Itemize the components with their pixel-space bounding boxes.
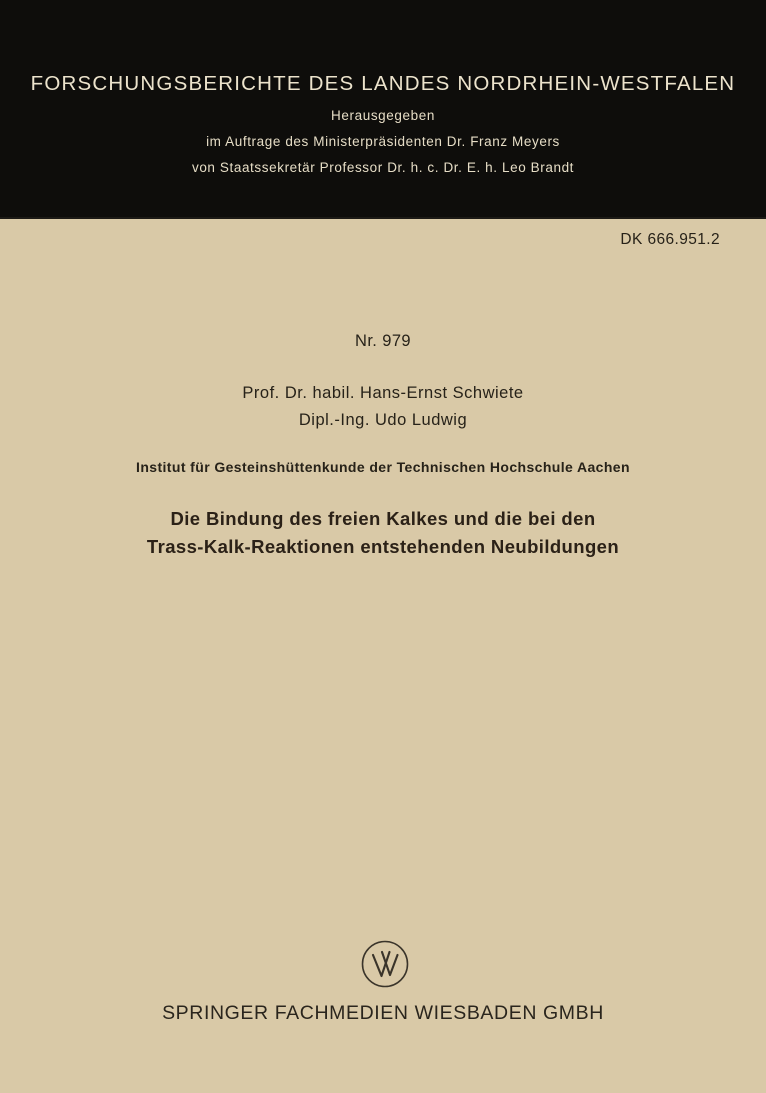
commissioned-by-line: im Auftrage des Ministerpräsidenten Dr. Franz Meyers [206,134,560,149]
dk-classification-number: DK 666.951.2 [620,231,720,248]
vieweg-w-monogram-icon [359,938,411,990]
institute-affiliation: Institut für Gesteinshüttenkunde der Technischen Hochschule Aachen [136,459,630,475]
state-secretary-line: von Staatssekretär Professor Dr. h. c. Dr. E. h. Leo Brandt [191,160,575,175]
book-title-line-2: Trass-Kalk-Reaktionen entstehenden Neubildungen [146,536,620,557]
book-title-line-1: Die Bindung des freien Kalkes und die bei den [170,508,596,529]
author-name: Dipl.-Ing. Udo Ludwig [298,411,468,429]
published-by-line: Herausgegeben [331,108,435,123]
author-name: Prof. Dr. habil. Hans-Ernst Schwiete [242,384,524,402]
report-number: Nr. 979 [355,332,411,350]
series-title: FORSCHUNGSBERICHTE DES LANDES NORDRHEIN-WESTFALEN [30,72,736,95]
series-banner [0,0,766,219]
publisher-imprint: SPRINGER FACHMEDIEN WIESBADEN GMBH [162,1002,604,1024]
